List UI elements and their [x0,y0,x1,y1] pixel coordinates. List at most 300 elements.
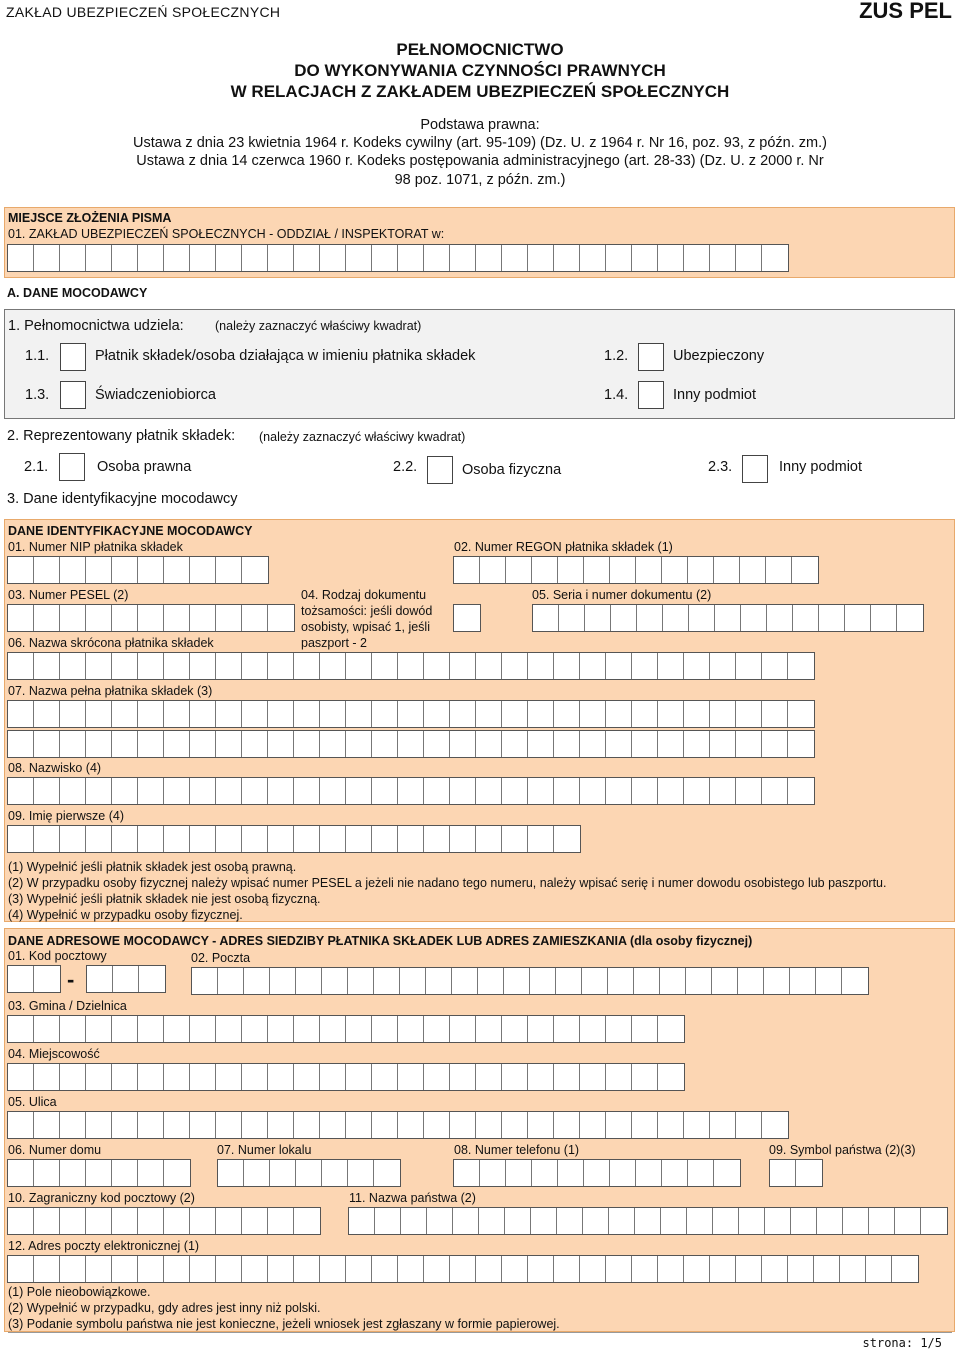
char-cell[interactable] [710,1112,736,1138]
char-cell[interactable] [528,653,554,679]
char-cell[interactable] [689,605,715,631]
char-cell[interactable] [34,1016,60,1042]
char-cell[interactable] [762,778,788,804]
char-cell[interactable] [346,701,372,727]
char-cell[interactable] [192,968,218,994]
char-cell[interactable] [8,1160,34,1186]
char-cell[interactable] [736,1256,762,1282]
char-cell[interactable] [452,968,478,994]
char-cell[interactable] [710,653,736,679]
char-cell[interactable] [372,826,398,852]
char-cell[interactable] [658,653,684,679]
char-cell[interactable] [427,1208,453,1234]
char-cell[interactable] [216,1016,242,1042]
char-cell[interactable] [372,1064,398,1090]
char-cell[interactable] [740,557,766,583]
char-cell[interactable] [424,1064,450,1090]
char-cell[interactable] [817,1208,843,1234]
char-cell[interactable] [190,1256,216,1282]
char-cell[interactable] [687,1208,713,1234]
char-cell[interactable] [86,653,112,679]
char-cell[interactable] [892,1256,918,1282]
char-cell[interactable] [242,778,268,804]
char-cell[interactable] [842,968,868,994]
char-cell[interactable] [372,778,398,804]
char-cell[interactable] [580,653,606,679]
char-cell[interactable] [372,731,398,757]
char-cell[interactable] [554,1112,580,1138]
char-cell[interactable] [374,1160,400,1186]
char-cell[interactable] [610,557,636,583]
char-cell[interactable] [762,245,788,271]
char-cell[interactable] [294,778,320,804]
char-cell[interactable] [8,605,34,631]
char-cell[interactable] [819,605,845,631]
char-cell[interactable] [554,826,580,852]
char-cell[interactable] [710,701,736,727]
char-cell[interactable] [60,1112,86,1138]
char-cell[interactable] [426,968,452,994]
char-cell[interactable] [476,826,502,852]
char-cell[interactable] [270,968,296,994]
char-cell[interactable] [164,1256,190,1282]
char-cell[interactable] [871,605,897,631]
char-cell[interactable] [164,1016,190,1042]
q1-checkbox-payer[interactable] [60,343,86,371]
char-cell[interactable] [580,1016,606,1042]
char-cell[interactable] [8,653,34,679]
char-cell[interactable] [320,1256,346,1282]
post-office-input[interactable] [191,967,869,995]
char-cell[interactable] [60,557,86,583]
char-cell[interactable] [532,557,558,583]
char-cell[interactable] [244,968,270,994]
house-number-input[interactable] [7,1159,191,1187]
char-cell[interactable] [736,1112,762,1138]
char-cell[interactable] [790,968,816,994]
char-cell[interactable] [684,731,710,757]
char-cell[interactable] [606,701,632,727]
char-cell[interactable] [294,1016,320,1042]
char-cell[interactable] [398,1064,424,1090]
char-cell[interactable] [60,1016,86,1042]
char-cell[interactable] [270,1160,296,1186]
char-cell[interactable] [34,1208,60,1234]
char-cell[interactable] [502,778,528,804]
char-cell[interactable] [268,826,294,852]
country-name-input[interactable] [348,1207,948,1235]
char-cell[interactable] [164,731,190,757]
char-cell[interactable] [710,778,736,804]
char-cell[interactable] [164,826,190,852]
char-cell[interactable] [715,605,741,631]
char-cell[interactable] [268,1112,294,1138]
char-cell[interactable] [346,778,372,804]
char-cell[interactable] [372,701,398,727]
char-cell[interactable] [112,653,138,679]
char-cell[interactable] [86,778,112,804]
char-cell[interactable] [268,1016,294,1042]
char-cell[interactable] [532,1160,558,1186]
char-cell[interactable] [502,1064,528,1090]
char-cell[interactable] [609,1208,635,1234]
char-cell[interactable] [636,557,662,583]
char-cell[interactable] [710,731,736,757]
char-cell[interactable] [476,1016,502,1042]
char-cell[interactable] [112,1208,138,1234]
char-cell[interactable] [686,968,712,994]
char-cell[interactable] [268,1208,294,1234]
surname-input[interactable] [7,777,815,805]
char-cell[interactable] [320,1112,346,1138]
char-cell[interactable] [770,1160,796,1186]
doc-type-input[interactable] [453,604,481,632]
char-cell[interactable] [86,245,112,271]
char-cell[interactable] [138,605,164,631]
char-cell[interactable] [454,1160,480,1186]
char-cell[interactable] [793,605,819,631]
char-cell[interactable] [792,557,818,583]
char-cell[interactable] [112,1160,138,1186]
q1-checkbox-other[interactable] [638,381,664,409]
char-cell[interactable] [398,1256,424,1282]
char-cell[interactable] [8,1112,34,1138]
char-cell[interactable] [684,1256,710,1282]
char-cell[interactable] [476,701,502,727]
char-cell[interactable] [34,605,60,631]
char-cell[interactable] [450,653,476,679]
char-cell[interactable] [658,1064,684,1090]
char-cell[interactable] [242,1256,268,1282]
char-cell[interactable] [658,731,684,757]
short-name-input[interactable] [7,652,815,680]
char-cell[interactable] [242,826,268,852]
char-cell[interactable] [450,701,476,727]
char-cell[interactable] [86,1208,112,1234]
char-cell[interactable] [712,968,738,994]
char-cell[interactable] [476,245,502,271]
char-cell[interactable] [713,1208,739,1234]
char-cell[interactable] [454,605,480,631]
char-cell[interactable] [112,1016,138,1042]
char-cell[interactable] [424,778,450,804]
char-cell[interactable] [216,1256,242,1282]
char-cell[interactable] [762,653,788,679]
zus-branch-input[interactable] [7,244,789,272]
char-cell[interactable] [788,731,814,757]
char-cell[interactable] [557,1208,583,1234]
char-cell[interactable] [294,731,320,757]
char-cell[interactable] [502,731,528,757]
char-cell[interactable] [424,245,450,271]
char-cell[interactable] [242,605,268,631]
char-cell[interactable] [453,1208,479,1234]
char-cell[interactable] [268,731,294,757]
phone-number-input[interactable] [453,1159,741,1187]
char-cell[interactable] [504,968,530,994]
char-cell[interactable] [558,1160,584,1186]
char-cell[interactable] [788,1256,814,1282]
pesel-input[interactable] [7,604,295,632]
char-cell[interactable] [736,731,762,757]
char-cell[interactable] [112,1064,138,1090]
email-input[interactable] [7,1255,919,1283]
municipality-input[interactable] [7,1015,685,1043]
char-cell[interactable] [268,701,294,727]
char-cell[interactable] [34,1256,60,1282]
char-cell[interactable] [242,557,268,583]
char-cell[interactable] [190,653,216,679]
char-cell[interactable] [450,778,476,804]
char-cell[interactable] [216,731,242,757]
char-cell[interactable] [845,605,871,631]
char-cell[interactable] [164,557,190,583]
char-cell[interactable] [164,653,190,679]
char-cell[interactable] [424,1016,450,1042]
char-cell[interactable] [450,1256,476,1282]
char-cell[interactable] [454,557,480,583]
char-cell[interactable] [506,1160,532,1186]
char-cell[interactable] [816,968,842,994]
char-cell[interactable] [606,778,632,804]
char-cell[interactable] [8,778,34,804]
char-cell[interactable] [502,701,528,727]
char-cell[interactable] [87,966,113,992]
char-cell[interactable] [8,1208,34,1234]
q1-checkbox-insured[interactable] [638,343,664,371]
char-cell[interactable] [34,731,60,757]
char-cell[interactable] [346,245,372,271]
char-cell[interactable] [584,1160,610,1186]
first-name-input[interactable] [7,825,581,853]
char-cell[interactable] [138,1256,164,1282]
char-cell[interactable] [34,966,60,992]
char-cell[interactable] [606,653,632,679]
char-cell[interactable] [528,778,554,804]
char-cell[interactable] [632,653,658,679]
char-cell[interactable] [216,826,242,852]
char-cell[interactable] [528,1016,554,1042]
char-cell[interactable] [138,1160,164,1186]
char-cell[interactable] [138,245,164,271]
char-cell[interactable] [112,1112,138,1138]
char-cell[interactable] [60,245,86,271]
char-cell[interactable] [112,778,138,804]
char-cell[interactable] [788,653,814,679]
char-cell[interactable] [476,1256,502,1282]
char-cell[interactable] [346,653,372,679]
char-cell[interactable] [684,1112,710,1138]
char-cell[interactable] [190,701,216,727]
char-cell[interactable] [866,1256,892,1282]
char-cell[interactable] [320,245,346,271]
char-cell[interactable] [762,1112,788,1138]
char-cell[interactable] [634,968,660,994]
char-cell[interactable] [138,778,164,804]
char-cell[interactable] [424,826,450,852]
char-cell[interactable] [559,605,585,631]
char-cell[interactable] [556,968,582,994]
char-cell[interactable] [424,1256,450,1282]
postal-code-part1-input[interactable] [7,965,61,993]
char-cell[interactable] [86,1256,112,1282]
char-cell[interactable] [294,826,320,852]
nip-input[interactable] [7,556,269,584]
char-cell[interactable] [580,245,606,271]
char-cell[interactable] [113,966,139,992]
char-cell[interactable] [216,245,242,271]
char-cell[interactable] [606,1064,632,1090]
char-cell[interactable] [580,701,606,727]
char-cell[interactable] [814,1256,840,1282]
char-cell[interactable] [190,731,216,757]
char-cell[interactable] [138,1112,164,1138]
char-cell[interactable] [374,968,400,994]
char-cell[interactable] [528,731,554,757]
char-cell[interactable] [138,701,164,727]
char-cell[interactable] [450,245,476,271]
char-cell[interactable] [398,653,424,679]
char-cell[interactable] [450,826,476,852]
char-cell[interactable] [608,968,634,994]
char-cell[interactable] [658,1016,684,1042]
char-cell[interactable] [398,1016,424,1042]
char-cell[interactable] [190,1064,216,1090]
char-cell[interactable] [190,778,216,804]
char-cell[interactable] [502,826,528,852]
char-cell[interactable] [398,1112,424,1138]
char-cell[interactable] [86,557,112,583]
char-cell[interactable] [479,1208,505,1234]
char-cell[interactable] [8,966,34,992]
char-cell[interactable] [34,653,60,679]
char-cell[interactable] [506,557,532,583]
char-cell[interactable] [138,557,164,583]
foreign-postal-code-input[interactable] [7,1207,321,1235]
char-cell[interactable] [736,245,762,271]
char-cell[interactable] [738,968,764,994]
char-cell[interactable] [34,826,60,852]
char-cell[interactable] [268,653,294,679]
char-cell[interactable] [554,1256,580,1282]
char-cell[interactable] [320,1016,346,1042]
char-cell[interactable] [320,731,346,757]
char-cell[interactable] [580,1064,606,1090]
char-cell[interactable] [190,557,216,583]
char-cell[interactable] [268,245,294,271]
char-cell[interactable] [476,1064,502,1090]
country-code-input[interactable] [769,1159,823,1187]
char-cell[interactable] [322,968,348,994]
char-cell[interactable] [450,731,476,757]
char-cell[interactable] [349,1208,375,1234]
char-cell[interactable] [294,1208,320,1234]
char-cell[interactable] [533,605,559,631]
char-cell[interactable] [580,731,606,757]
char-cell[interactable] [398,731,424,757]
char-cell[interactable] [242,245,268,271]
char-cell[interactable] [34,557,60,583]
char-cell[interactable] [450,1016,476,1042]
char-cell[interactable] [736,778,762,804]
char-cell[interactable] [632,778,658,804]
char-cell[interactable] [658,701,684,727]
char-cell[interactable] [86,1160,112,1186]
char-cell[interactable] [476,731,502,757]
char-cell[interactable] [663,605,689,631]
char-cell[interactable] [736,653,762,679]
char-cell[interactable] [736,701,762,727]
char-cell[interactable] [216,1112,242,1138]
char-cell[interactable] [268,605,294,631]
char-cell[interactable] [34,701,60,727]
char-cell[interactable] [216,1064,242,1090]
char-cell[interactable] [294,1256,320,1282]
street-input[interactable] [7,1111,789,1139]
char-cell[interactable] [348,1160,374,1186]
char-cell[interactable] [138,1016,164,1042]
char-cell[interactable] [502,1256,528,1282]
char-cell[interactable] [739,1208,765,1234]
char-cell[interactable] [476,1112,502,1138]
char-cell[interactable] [8,826,34,852]
char-cell[interactable] [216,1208,242,1234]
char-cell[interactable] [606,1112,632,1138]
char-cell[interactable] [584,557,610,583]
char-cell[interactable] [528,826,554,852]
char-cell[interactable] [242,1112,268,1138]
char-cell[interactable] [164,701,190,727]
char-cell[interactable] [637,605,663,631]
char-cell[interactable] [762,731,788,757]
char-cell[interactable] [921,1208,947,1234]
char-cell[interactable] [268,778,294,804]
char-cell[interactable] [164,605,190,631]
char-cell[interactable] [714,1160,740,1186]
char-cell[interactable] [684,245,710,271]
char-cell[interactable] [840,1256,866,1282]
char-cell[interactable] [60,653,86,679]
char-cell[interactable] [788,701,814,727]
char-cell[interactable] [480,1160,506,1186]
char-cell[interactable] [112,605,138,631]
char-cell[interactable] [632,1064,658,1090]
char-cell[interactable] [480,557,506,583]
char-cell[interactable] [346,1064,372,1090]
char-cell[interactable] [320,653,346,679]
char-cell[interactable] [296,968,322,994]
char-cell[interactable] [242,1016,268,1042]
char-cell[interactable] [662,1160,688,1186]
char-cell[interactable] [60,1160,86,1186]
char-cell[interactable] [320,701,346,727]
char-cell[interactable] [554,1016,580,1042]
char-cell[interactable] [60,1256,86,1282]
char-cell[interactable] [585,605,611,631]
char-cell[interactable] [112,701,138,727]
char-cell[interactable] [294,1112,320,1138]
q2-checkbox-natural-person[interactable] [427,456,453,484]
char-cell[interactable] [164,778,190,804]
char-cell[interactable] [242,701,268,727]
char-cell[interactable] [294,245,320,271]
char-cell[interactable] [688,1160,714,1186]
char-cell[interactable] [320,778,346,804]
char-cell[interactable] [766,557,792,583]
char-cell[interactable] [86,1064,112,1090]
char-cell[interactable] [190,1208,216,1234]
char-cell[interactable] [741,605,767,631]
